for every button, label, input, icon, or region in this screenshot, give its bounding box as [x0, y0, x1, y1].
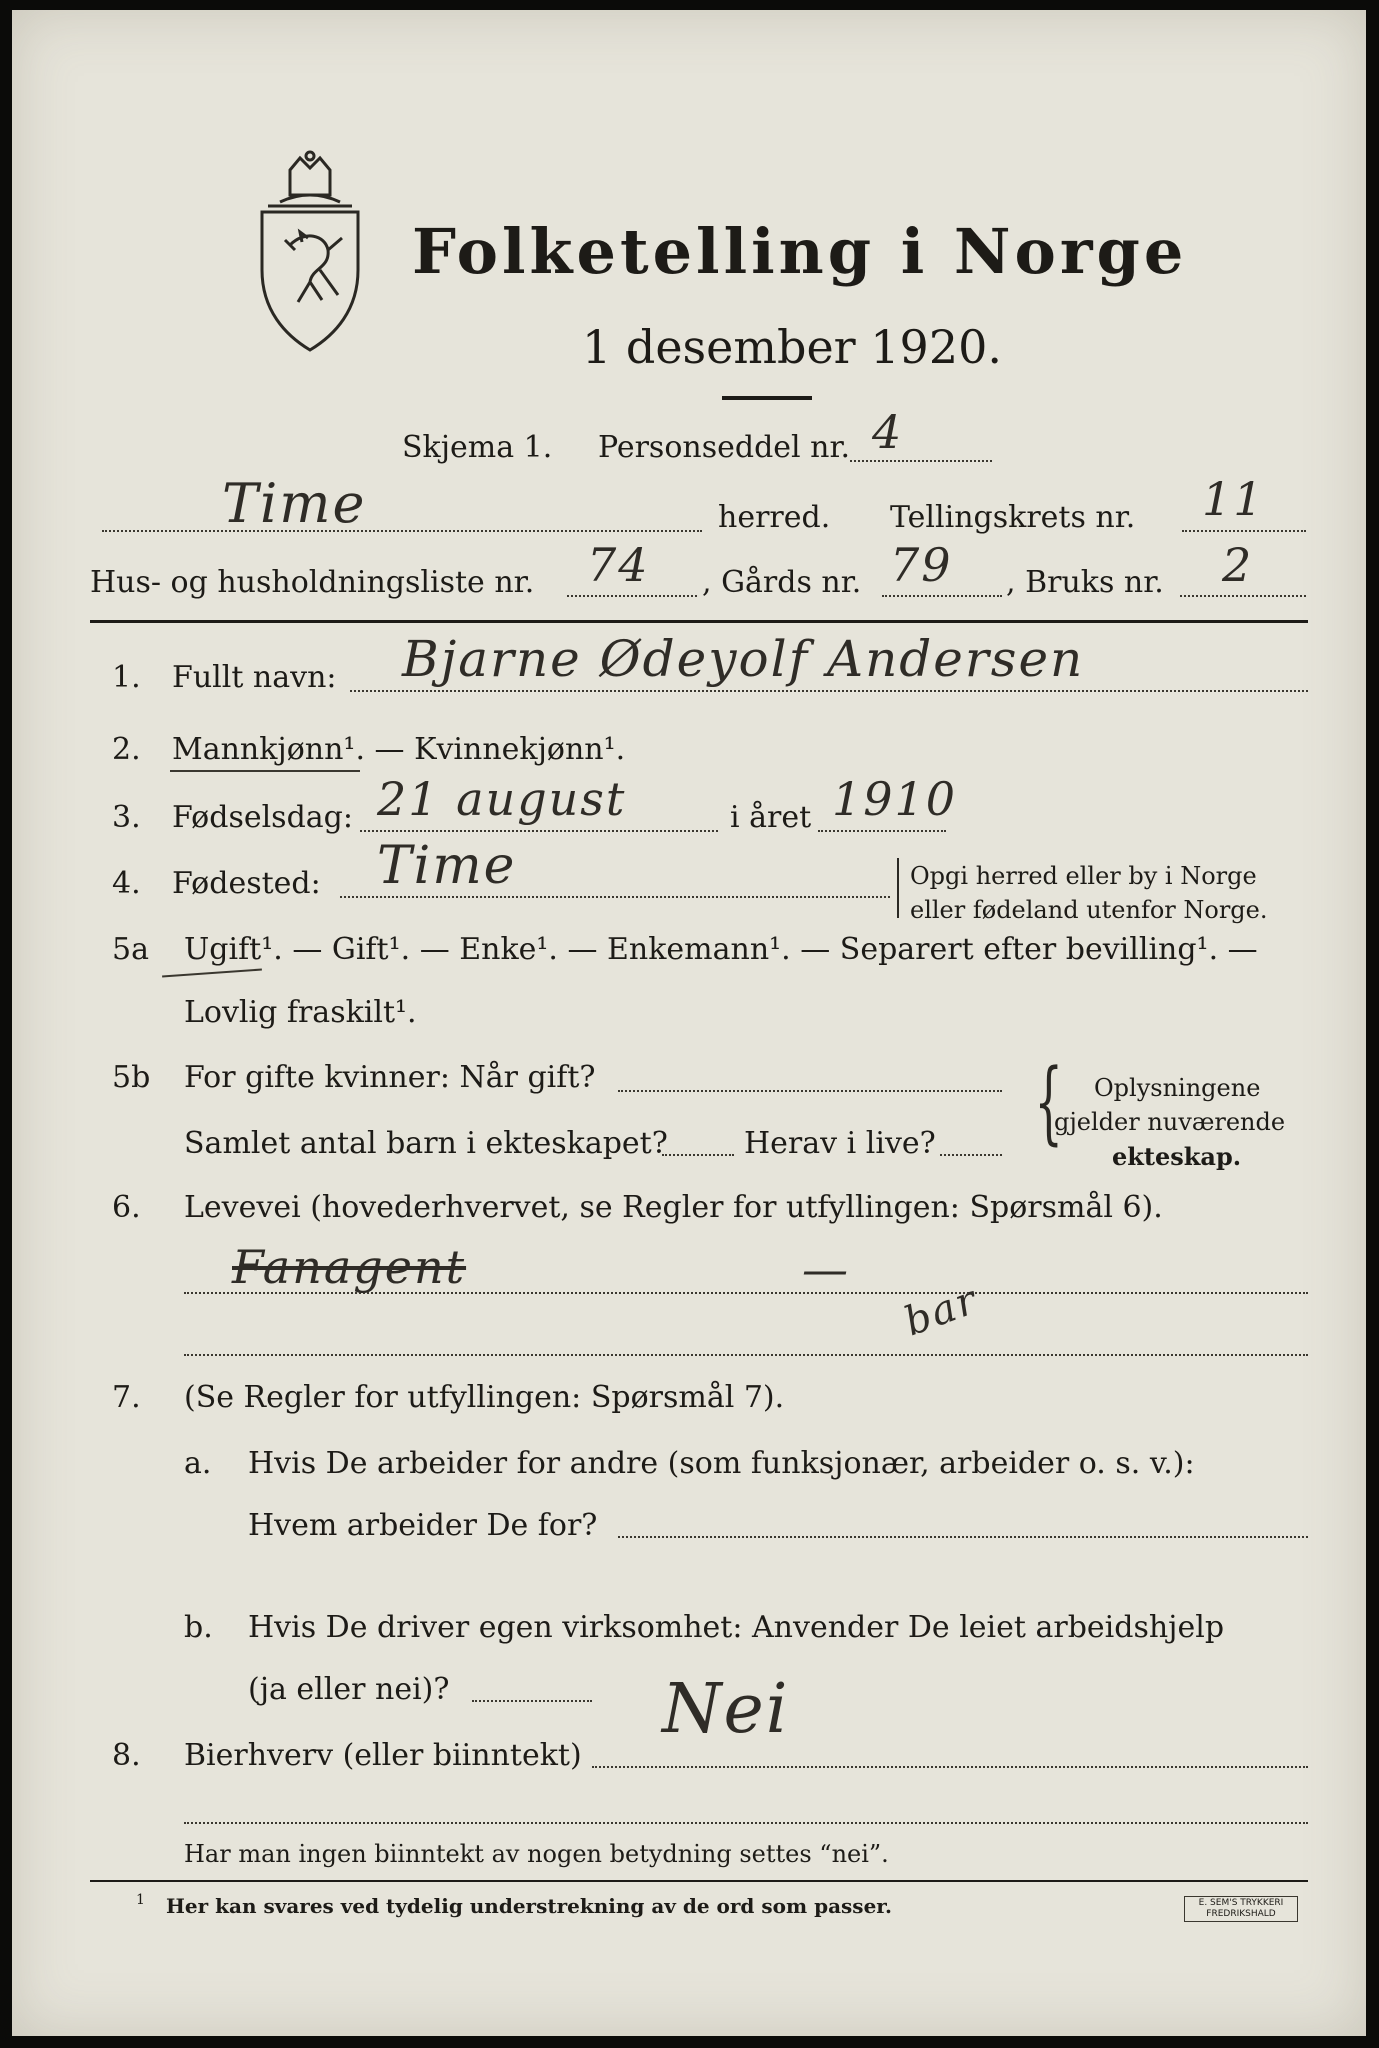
- q8-number: 8.: [112, 1738, 141, 1773]
- printer-stamp: [1184, 1896, 1298, 1922]
- q4-label: Fødested:: [172, 866, 321, 901]
- herred-label: herred.: [718, 500, 831, 535]
- q3-label: Fødselsdag:: [172, 800, 353, 835]
- form-title: Folketelling i Norge: [412, 215, 1188, 288]
- q5b-barn-line: [662, 1154, 734, 1156]
- q4-number: 4.: [112, 866, 141, 901]
- q6-line-2: [184, 1354, 1308, 1356]
- printer-stamp-line-2: FREDRIKSHALD: [1206, 1909, 1276, 1919]
- q3-value: 21 august: [377, 772, 627, 826]
- tellingskrets-value: 11: [1202, 472, 1265, 526]
- printer-stamp-line-1: E. SEM'S TRYKKERI: [1198, 1898, 1284, 1908]
- q8-line: [592, 1766, 1308, 1768]
- title-divider: [722, 396, 812, 400]
- q4-value: Time: [377, 836, 517, 896]
- bruks-label: , Bruks nr.: [1006, 565, 1164, 600]
- q7-text: (Se Regler for utfyllingen: Spørsmål 7).: [184, 1380, 785, 1415]
- q5b-note-1: Oplysningene: [1094, 1074, 1261, 1102]
- q7b-line: [472, 1700, 592, 1702]
- q4-line: [340, 896, 890, 898]
- q6-value-3: bar: [898, 1276, 985, 1346]
- q3-year-line: [818, 830, 946, 832]
- gards-value: 79: [890, 538, 953, 592]
- q6-value-2: —: [802, 1242, 850, 1296]
- q1-line: [350, 690, 1308, 692]
- norwegian-coat-of-arms-icon: [250, 150, 370, 360]
- q5a-line-1: Ugift¹. — Gift¹. — Enke¹. — Enkemann¹. — Separert efter bevilling¹. —: [184, 932, 1258, 967]
- q7-number: 7.: [112, 1380, 141, 1415]
- q3-line: [360, 830, 718, 832]
- q5b-line-1: For gifte kvinner: Når gift?: [184, 1060, 596, 1095]
- tellingskrets-line: [1182, 530, 1306, 532]
- bruks-value: 2: [1222, 538, 1254, 592]
- q5b-line-2b: Herav i live?: [744, 1126, 936, 1161]
- header-rule: [90, 620, 1308, 623]
- q7a-line-2: Hvem arbeider De for?: [248, 1508, 598, 1543]
- q4-note-2: eller fødeland utenfor Norge.: [910, 896, 1268, 924]
- census-form: [12, 10, 1366, 2036]
- q7b-letter: b.: [184, 1610, 213, 1645]
- herred-value: Time: [222, 472, 367, 535]
- q3-year-value: 1910: [832, 772, 958, 826]
- herred-line: [102, 530, 702, 532]
- q5a-underline-mark: [162, 969, 262, 978]
- q5b-number: 5b: [112, 1060, 151, 1095]
- tellingskrets-label: Tellingskrets nr.: [890, 500, 1136, 535]
- q5b-gift-line: [618, 1090, 1002, 1092]
- footer-rule: [90, 1880, 1308, 1882]
- q5b-live-line: [940, 1154, 1002, 1156]
- personseddel-line: [850, 460, 992, 462]
- q2-number: 2.: [112, 732, 141, 767]
- q2-text: Mannkjønn¹. — Kvinnekjønn¹.: [172, 732, 626, 767]
- q7b-line-1: Hvis De driver egen virksomhet: Anvender De leiet arbeidshjelp: [248, 1610, 1225, 1645]
- q6-value-1: Fanagent: [232, 1240, 467, 1294]
- footnote-mark: 1: [136, 1892, 145, 1908]
- q5a-line-2: Lovlig fraskilt¹.: [184, 995, 417, 1030]
- q5b-brace: {: [1034, 1050, 1063, 1155]
- q4-bracket: [897, 858, 902, 918]
- q2-underline-mark: [170, 770, 360, 772]
- husliste-line: [567, 595, 697, 597]
- q5b-line-2a: Samlet antal barn i ekteskapet?: [184, 1126, 668, 1161]
- q1-number: 1.: [112, 660, 141, 695]
- biinntekt-note: Har man ingen biinntekt av nogen betydning settes “nei”.: [184, 1840, 889, 1868]
- q8-line-2: [184, 1822, 1308, 1824]
- q1-value: Bjarne Ødeyolf Andersen: [402, 630, 1085, 688]
- personseddel-value: 4: [872, 405, 904, 459]
- q7a-line-1: Hvis De arbeider for andre (som funksjonær, arbeider o. s. v.):: [248, 1446, 1195, 1481]
- gards-label: , Gårds nr.: [702, 565, 862, 600]
- q7b-line-2: (ja eller nei)?: [248, 1672, 450, 1707]
- gards-line: [882, 595, 1002, 597]
- q6-number: 6.: [112, 1190, 141, 1225]
- schema-label: Skjema 1.: [402, 430, 553, 465]
- q6-text: Levevei (hovederhvervet, se Regler for utfyllingen: Spørsmål 6).: [184, 1190, 1163, 1225]
- personseddel-label: Personseddel nr.: [598, 430, 851, 465]
- q7a-letter: a.: [184, 1446, 212, 1481]
- q5b-note-2: gjelder nuværende: [1054, 1108, 1286, 1136]
- husliste-label: Hus- og husholdningsliste nr.: [90, 565, 535, 600]
- husliste-value: 74: [587, 538, 650, 592]
- q3-year-label: i året: [730, 800, 812, 835]
- q1-label: Fullt navn:: [172, 660, 337, 695]
- bruks-line: [1180, 595, 1306, 597]
- q4-note-1: Opgi herred eller by i Norge: [910, 862, 1257, 890]
- q5b-note-3: ekteskap.: [1112, 1142, 1242, 1171]
- q8-label: Bierhverv (eller biinntekt): [184, 1738, 582, 1773]
- q7a-line: [618, 1536, 1308, 1538]
- q5a-number: 5a: [112, 932, 149, 967]
- census-date: 1 desember 1920.: [582, 320, 1002, 374]
- footnote-text: Her kan svares ved tydelig understrekning av de ord som passer.: [166, 1894, 892, 1918]
- q8-value: Nei: [662, 1670, 790, 1749]
- q3-number: 3.: [112, 800, 141, 835]
